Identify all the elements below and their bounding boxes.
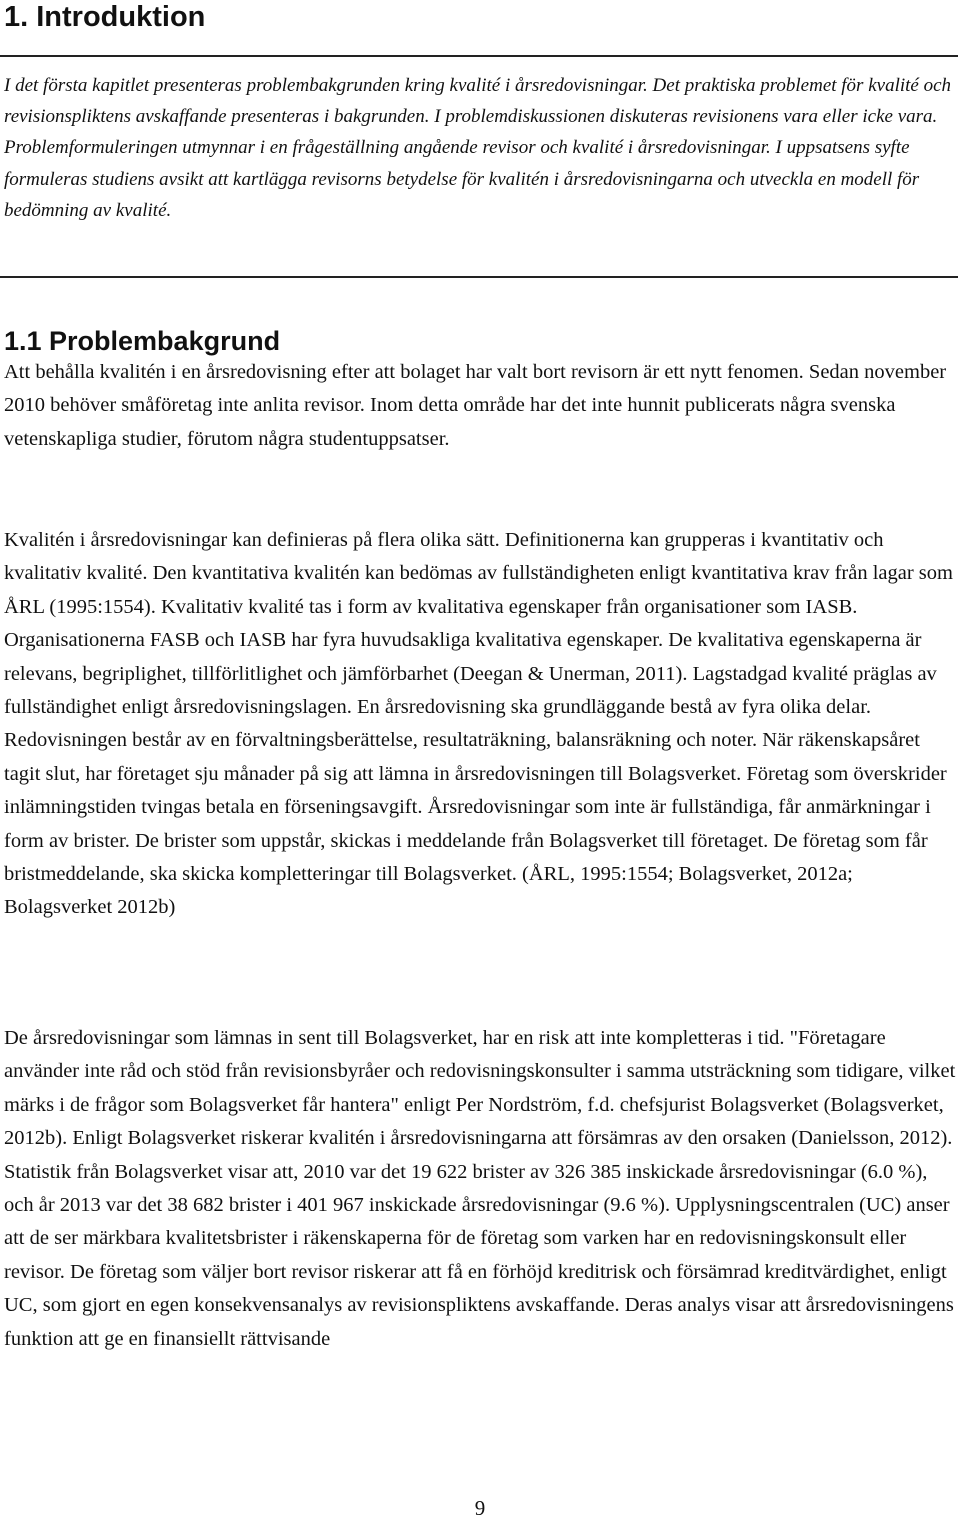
top-divider — [0, 55, 958, 57]
body-paragraph-1: Att behålla kvalitén i en årsredovisning efter att bolaget har valt bort revisorn är ett nytt fenomen. Sedan november 2010 behöver småföretag inte anlita revisor. Inom detta område har det inte hunnit publicerats några svenska vetenskapliga studier, förutom några studentuppsatser. — [4, 361, 947, 450]
section-title: 1.1 Problembakgrund — [4, 326, 281, 356]
chapter-abstract: I det första kapitlet presenteras problembakgrunden kring kvalité i årsredovisningar. Det praktiska problemet för kvalité och revisionspliktens avskaffande presenteras i bakgrunden. I problemdiskussionen diskuteras revisionens vara eller icke vara. Problemformuleringen utmynnar i en frågeställning angående revisor och kvalité i årsredovisningar. I uppsatsens syfte formuleras studiens avsikt att kartlägga revisorns betydelse för kvalitén i årsredovisningarna och utveckla en modell för bedömning av kvalité. — [4, 75, 952, 221]
body-paragraph-2: Kvalitén i årsredovisningar kan definieras på flera olika sätt. Definitionerna kan grupperas i kvantitativ och kvalitativ kvalité. Den kvantitativa kvalitén kan bedömas av fullständigheten enligt kvantitativa krav från lagar som ÅRL (1995:1554). Kvalitativ kvalité tas i form av kvalitativa egenskaper från organisationer som IASB. Organisationerna FASB och IASB har fyra huvudsakliga kvalitativa egenskaper. De kvalitativa egenskaperna är relevans, begriplighet, tillförlitlighet och jämförbarhet (Deegan & Unerman, 2011). Lagstadgad kvalité präglas av fullständighet enligt årsredovisningslagen. En årsredovisning ska grundläggande bestå av fyra olika delar. Redovisningen består av en förvaltningsberättelse, resultaträkning, balansräkning och noter. När räkenskapsåret tagit slut, har företaget sju månader på sig att lämna in årsredovisningen till Bolagsverket. Företag som överskrider inlämningstiden tvingas betala en förseningsavgift. Årsredovisningar som inte är fullständiga, får anmärkningar i form av brister. De brister som uppstår, skickas i meddelande från Bolagsverket till företaget. De företag som får bristmeddelande, ska skicka kompletteringar till Bolagsverket. (ÅRL, 1995:1554; Bolagsverket, 2012a; Bolagsverket 2012b) — [4, 529, 953, 919]
page-number: 9 — [474, 1496, 486, 1520]
body-paragraph-3: De årsredovisningar som lämnas in sent till Bolagsverket, har en risk att inte kompletteras i tid. "Företagare använder inte råd och stöd från revisionsbyråer och redovisningskonsulter i samma utsträckning som tidigare, vilket märks i de frågor som Bolagsverket får hantera" enligt Per Nordström, f.d. chefsjurist Bolagsverket (Bolagsverket, 2012b). Enligt Bolagsverket riskerar kvalitén i årsredovisningarna att försämras av den orsaken (Danielsson, 2012). Statistik från Bolagsverket visar att, 2010 var det 19 622 brister av 326 385 inskickade årsredovisningar (6.0 %), och år 2013 var det 38 682 brister i 401 967 inskickade årsredovisningar (9.6 %). Upplysningscentralen (UC) anser att de ser märkbara kvalitetsbrister i räkenskaperna för de företag som varken har en redovisningskonsult eller revisor. De företag som väljer bort revisor riskerar att få en förhöjd kreditrisk och försämrad kreditvärdighet, enligt UC, som gjort en egen konsekvensanalys av revisionspliktens avskaffande. Deras analys visar att årsredovisningens funktion att ge en finansiellt rättvisande — [4, 1027, 956, 1350]
chapter-title: 1. Introduktion — [4, 1, 206, 33]
bottom-divider — [0, 276, 958, 278]
